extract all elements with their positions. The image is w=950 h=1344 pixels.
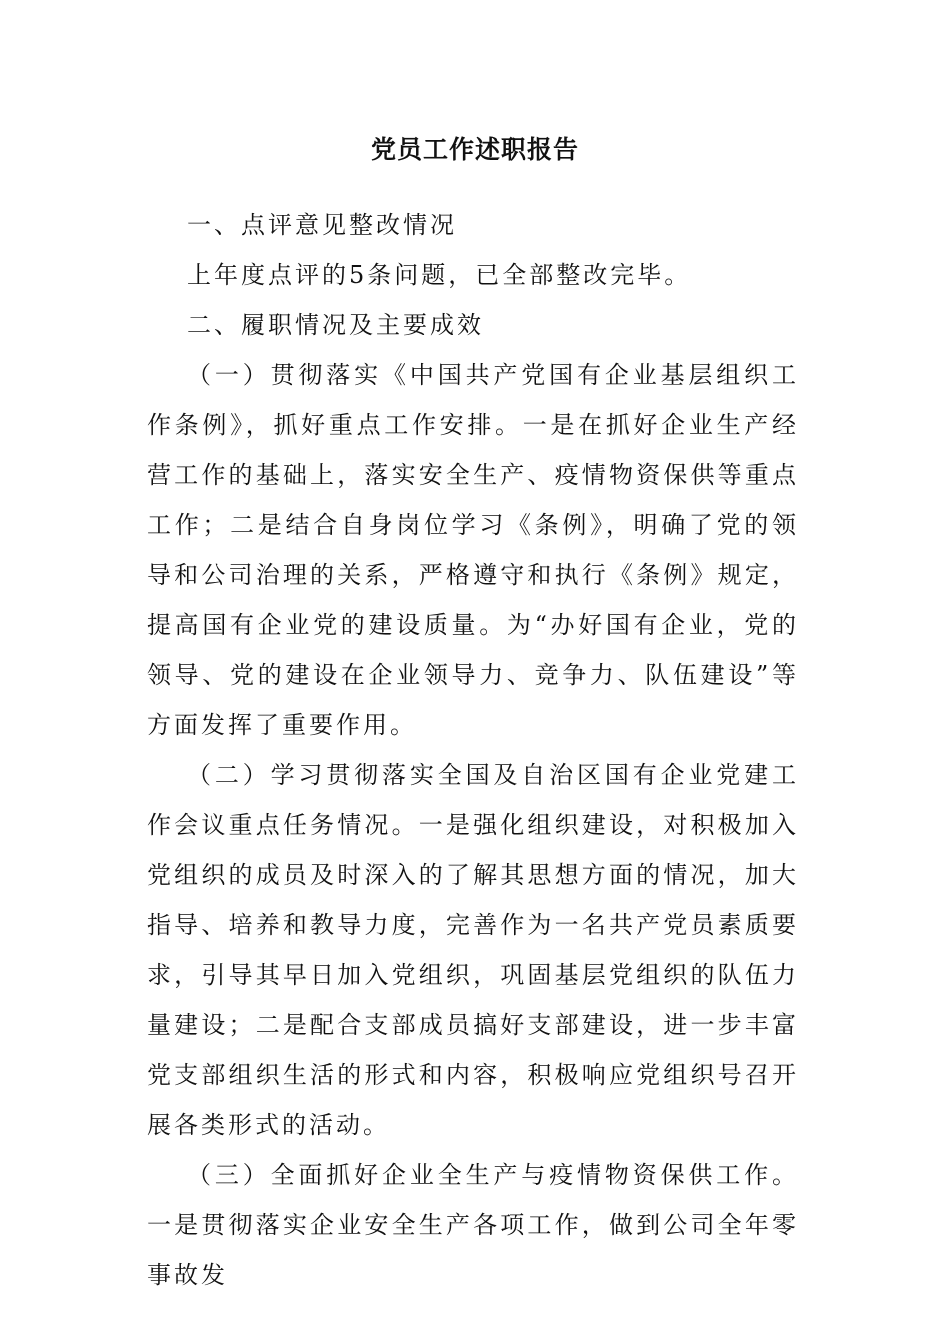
document-title: 党员工作述职报告 bbox=[370, 135, 579, 164]
paragraph: （一）贯彻落实《中国共产党国有企业基层组织工作条例》，抓好重点工作安排。一是在抓好企业生产经营工作的基础上，落实安全生产、疫情物资保供等重点工作；二是结合自身岗位学习《条例》，明确了党的领导和公司治理的关系，严格遵守和执行《条例》规定，提高国有企业党的建设质量。为“办好国有企业，党的领导、党的建设在企业领导力、竞争力、队伍建设”等方面发挥了重要作用。 bbox=[147, 361, 799, 739]
section-heading-2: 二、履职情况及主要成效 bbox=[187, 311, 484, 339]
paragraph: 上年度点评的5条问题，已全部整改完毕。 bbox=[187, 261, 692, 289]
paragraph: （三）全面抓好企业全生产与疫情物资保供工作。一是贯彻落实企业安全生产各项工作，做到公司全年零事故发 bbox=[147, 1161, 799, 1289]
section-heading-1: 一、点评意见整改情况 bbox=[187, 211, 457, 239]
paragraph: （二）学习贯彻落实全国及自治区国有企业党建工作会议重点任务情况。一是强化组织建设，对积极加入党组织的成员及时深入的了解其思想方面的情况，加大指导、培养和教导力度，完善作为一名共产党员素质要求，引导其早日加入党组织，巩固基层党组织的队伍力量建设；二是配合支部成员搞好支部建设，进一步丰富党支部组织生活的形式和内容，积极响应党组织号召开展各类形式的活动。 bbox=[147, 761, 799, 1139]
document-body bbox=[147, 200, 799, 1300]
